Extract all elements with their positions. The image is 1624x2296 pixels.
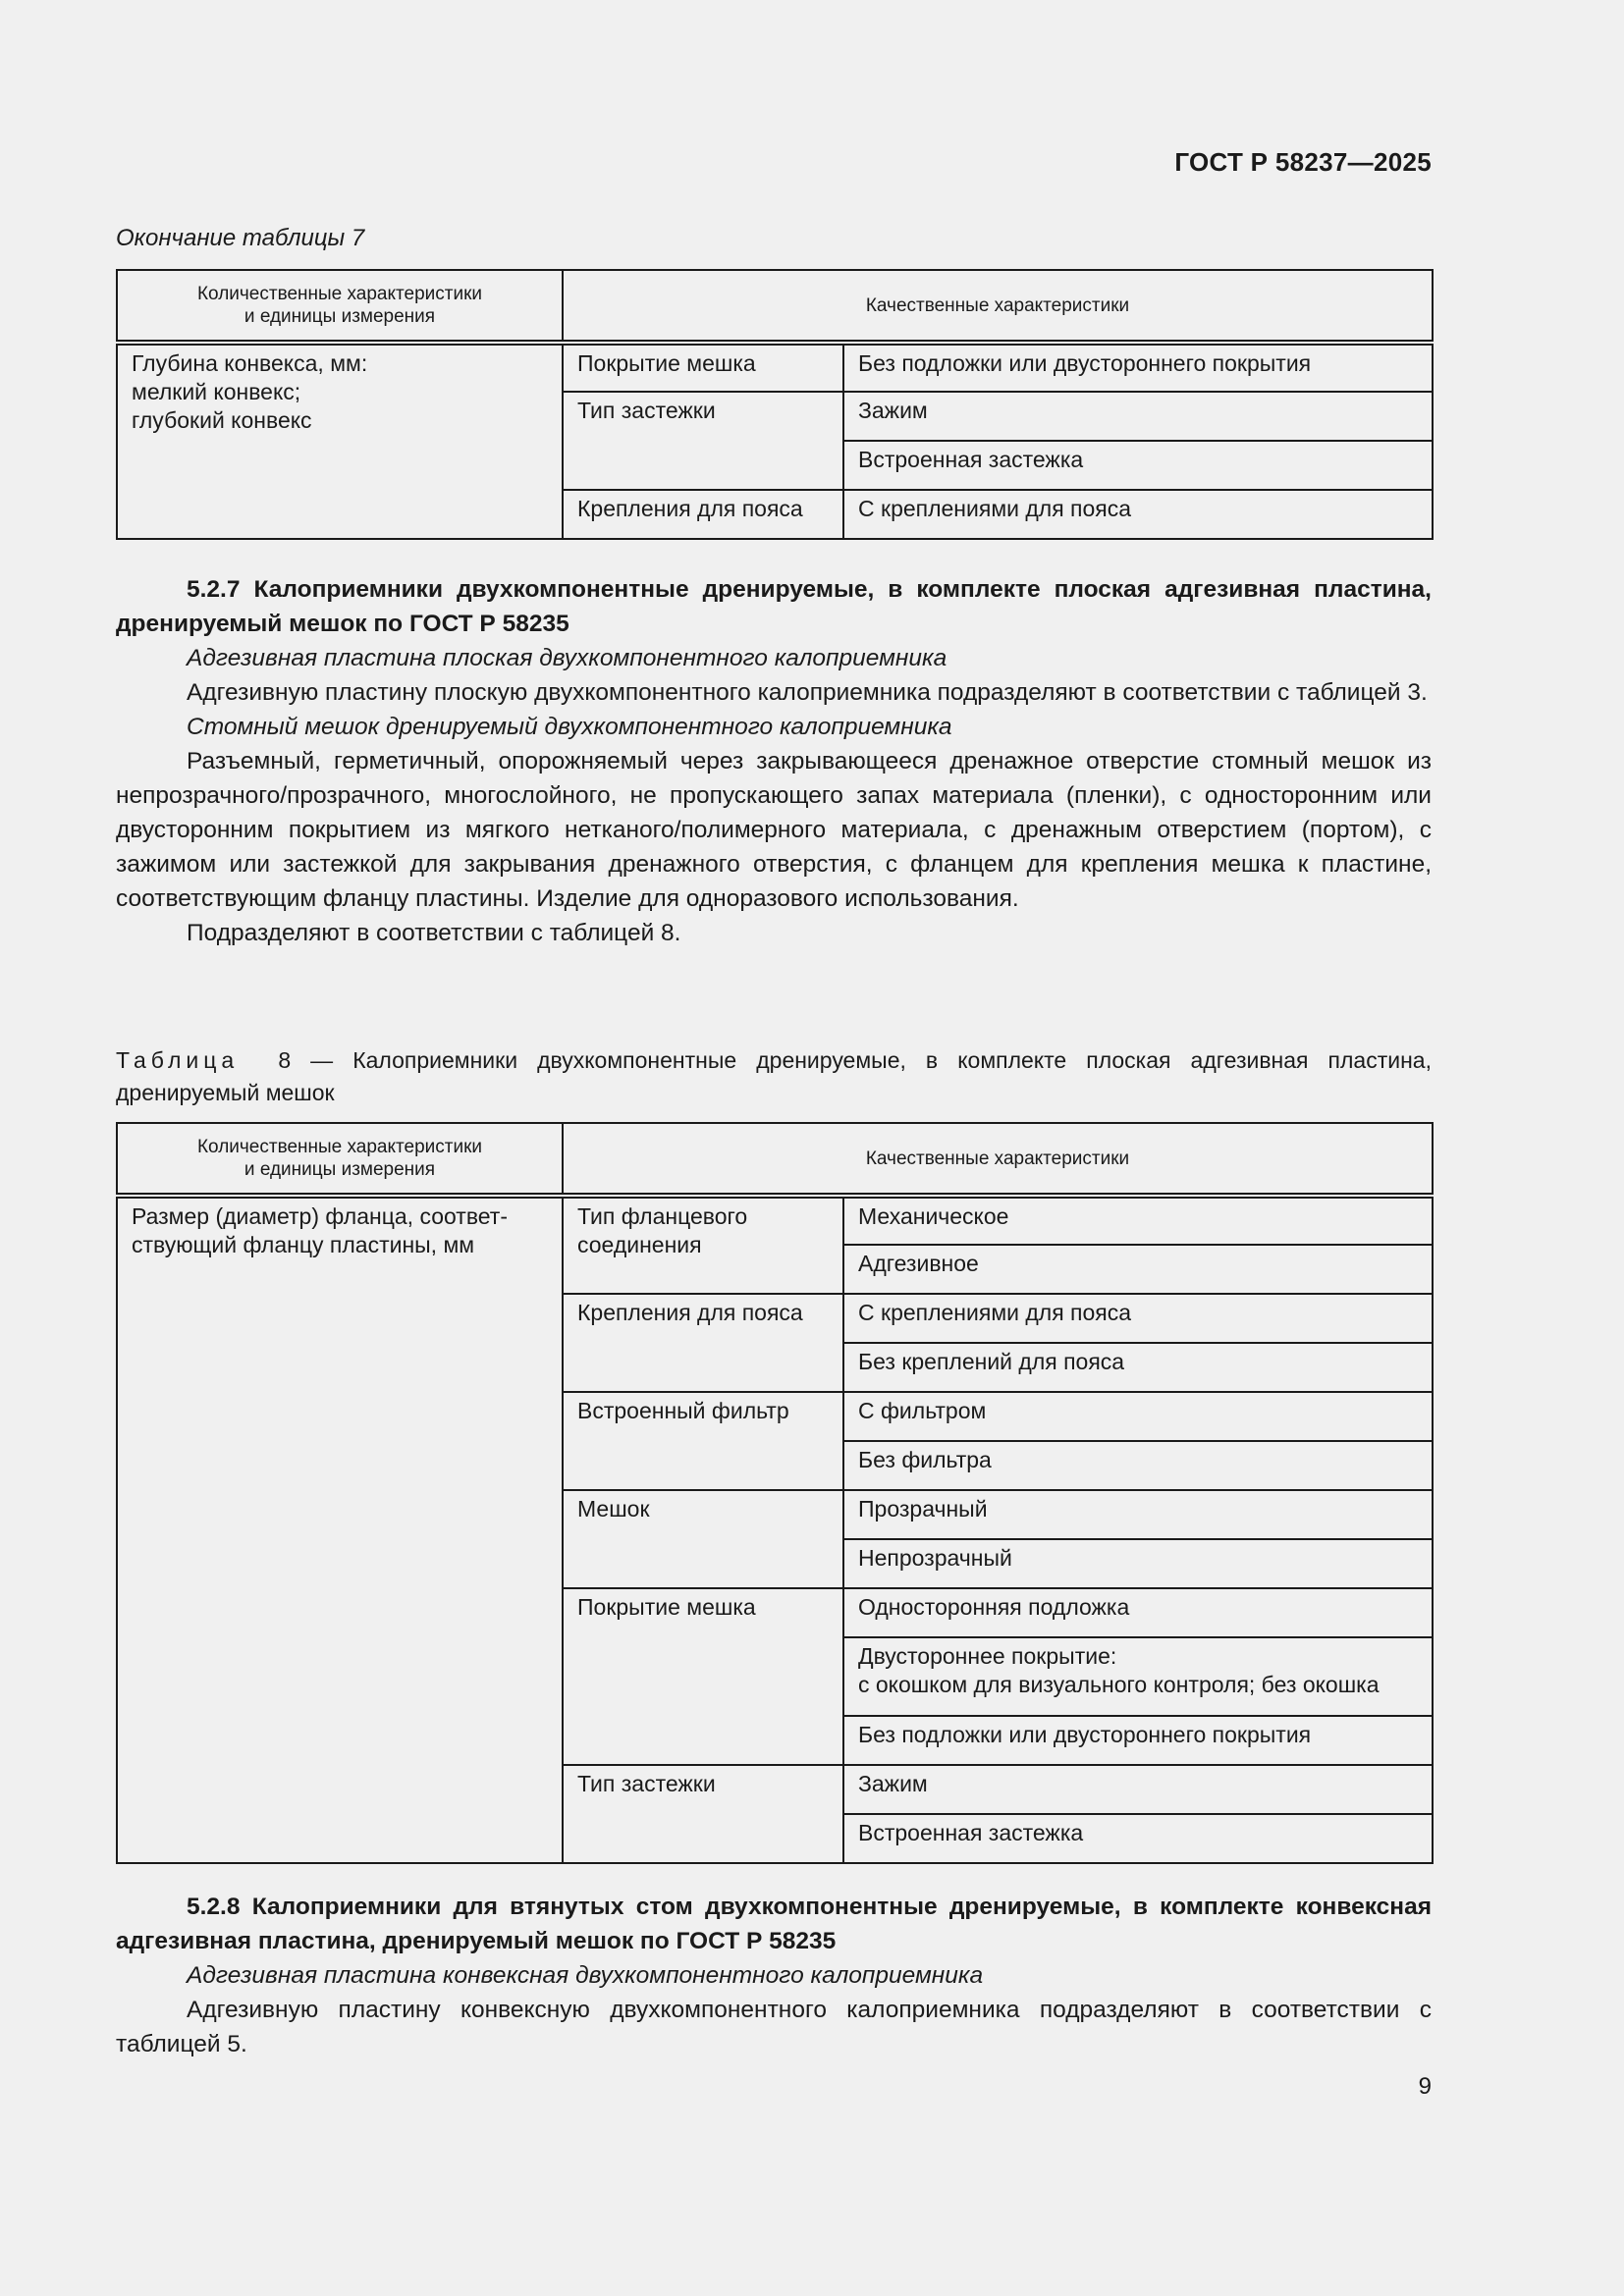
value-cell: Зажим <box>843 392 1433 441</box>
subheading: Стомный мешок дренируемый двухкомпонентного калоприемника <box>187 714 952 740</box>
value-cell: С креплениями для пояса <box>843 490 1433 539</box>
page-number: 9 <box>1418 2073 1432 2100</box>
group-cell: Встроенный фильтр <box>563 1392 843 1490</box>
table-row <box>117 343 1433 392</box>
value-cell: Встроенная застежка <box>843 1814 1433 1863</box>
group-cell: Тип застежки <box>563 1765 843 1863</box>
group-cell: Крепления для пояса <box>563 1294 843 1392</box>
value-cell: Без фильтра <box>843 1441 1433 1490</box>
value-cell: Адгезивное <box>843 1245 1433 1294</box>
paragraph: Адгезивную пластину плоскую двухкомпонентного калоприемника подразделяют в соответствии с таблицей 3. <box>187 679 1428 706</box>
value-cell: С фильтром <box>843 1392 1433 1441</box>
group-cell: Крепления для пояса <box>563 490 843 539</box>
paragraph: Разъемный, герметичный, опорожняемый через закрывающееся дренажное отверстие стомный мешок из непрозрачного/прозрачного, многослойного, не пропускающего запах материала (пленки), с односторонним или двусторонним покрытием из мягкого нетканого/полимерного материала, с дренажным отверстием (портом), с зажимом или застежкой для закрывания дренажного отверстия, с фланцем для крепления мешка к пластине, соответствующим фланцу пластины. Изделие для одноразового использования. <box>116 748 1432 912</box>
value-cell: Непрозрачный <box>843 1539 1433 1588</box>
header-quantitative: Количественные характеристики и единицы измерения <box>117 1123 563 1196</box>
header-qualitative: Качественные характеристики <box>563 1123 1433 1196</box>
table-title-text: 8 — Калоприемники двухкомпонентные дренируемые, в комплекте плоская адгезивная пластина, дренируемый мешок <box>116 1047 1432 1105</box>
quantitative-cell: Размер (диаметр) фланца, соответ- ствующий фланцу пластины, мм <box>117 1196 563 1863</box>
value-cell: Без подложки или двустороннего покрытия <box>843 1716 1433 1765</box>
table-7 <box>116 269 1434 540</box>
section-heading: 5.2.8 Калоприемники для втянутых стом двухкомпонентные дренируемые, в комплекте конвексная адгезивная пластина, дренируемый мешок по ГОСТ Р 58235 <box>116 1894 1432 1954</box>
value-cell: Прозрачный <box>843 1490 1433 1539</box>
value-cell: Двустороннее покрытие: с окошком для визуального контроля; без окошка <box>843 1637 1433 1716</box>
value-cell: Без креплений для пояса <box>843 1343 1433 1392</box>
section-5-2-7 <box>116 572 1432 950</box>
group-cell: Покрытие мешка <box>563 343 843 392</box>
section-heading: 5.2.7 Калоприемники двухкомпонентные дренируемые, в комплекте плоская адгезивная пластина, дренируемый мешок по ГОСТ Р 58235 <box>116 576 1432 637</box>
table-header-row <box>117 270 1433 343</box>
group-cell: Тип фланцевого соединения <box>563 1196 843 1294</box>
section-5-2-8 <box>116 1890 1432 2061</box>
paragraph: Подразделяют в соответствии с таблицей 8. <box>187 920 681 946</box>
paragraph: Адгезивную пластину конвексную двухкомпонентного калоприемника подразделяют в соответствии с таблицей 5. <box>116 1997 1432 2057</box>
document-page <box>116 0 1432 2296</box>
value-cell: Без подложки или двустороннего покрытия <box>843 343 1433 392</box>
value-cell: Механическое <box>843 1196 1433 1245</box>
group-cell: Тип застежки <box>563 392 843 490</box>
value-cell: Односторонняя подложка <box>843 1588 1433 1637</box>
table-label: Таблица <box>116 1047 240 1073</box>
value-cell: С креплениями для пояса <box>843 1294 1433 1343</box>
subheading: Адгезивная пластина плоская двухкомпонентного калоприемника <box>187 645 947 671</box>
header-qualitative: Качественные характеристики <box>563 270 1433 343</box>
value-cell: Встроенная застежка <box>843 441 1433 490</box>
group-cell: Мешок <box>563 1490 843 1588</box>
table7-caption: Окончание таблицы 7 <box>116 225 365 251</box>
value-cell: Зажим <box>843 1765 1433 1814</box>
table-8 <box>116 1122 1434 1864</box>
table8-title <box>116 1044 1432 1109</box>
table-row <box>117 1196 1433 1245</box>
group-cell: Покрытие мешка <box>563 1588 843 1765</box>
document-id: ГОСТ Р 58237—2025 <box>1174 147 1432 177</box>
table-header-row <box>117 1123 1433 1196</box>
subheading: Адгезивная пластина конвексная двухкомпонентного калоприемника <box>187 1962 984 1989</box>
header-quantitative: Количественные характеристики и единицы измерения <box>117 270 563 343</box>
quantitative-cell: Глубина конвекса, мм: мелкий конвекс; глубокий конвекс <box>117 343 563 539</box>
